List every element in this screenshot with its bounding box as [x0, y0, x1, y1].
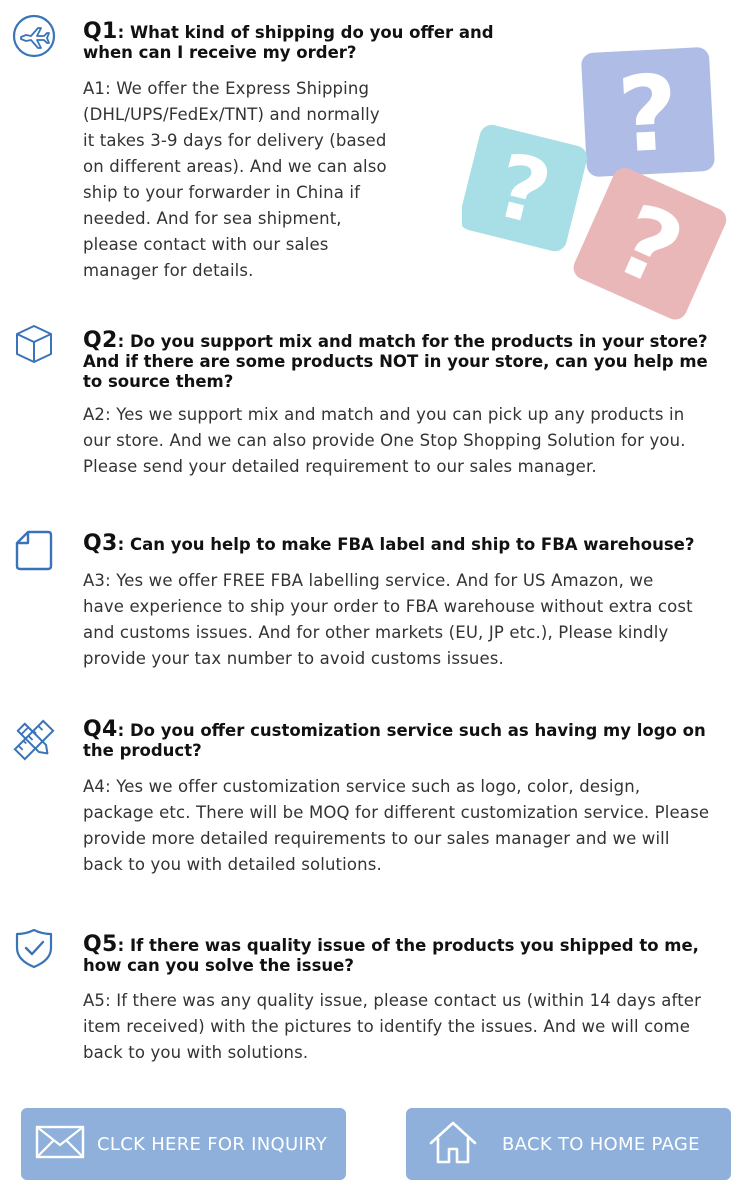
question-q4 [83, 717, 728, 761]
box-icon [12, 322, 56, 366]
answer-line: A1: We offer the Express Shipping [83, 79, 370, 98]
answer-line: needed. And for sea shipment, [83, 209, 342, 228]
question-number: Q2 [83, 328, 118, 353]
question-text: : Do you support mix and match for the products in your store? And if there are some products NOT in your store, can you help me to source them? [83, 332, 708, 391]
answer-line: A2: Yes we support mix and match and you can pick up any products in [83, 405, 685, 424]
question-q3 [83, 531, 728, 556]
answer-line: on different areas). And we can also [83, 157, 387, 176]
question-q1 [83, 19, 510, 63]
answer-line: A5: If there was any quality issue, please contact us (within 14 days after [83, 991, 702, 1010]
question-mark-icon [581, 47, 715, 179]
answer-line: please contact with our sales [83, 235, 329, 254]
question-text: : What kind of shipping do you offer and when can I receive my order? [83, 23, 494, 62]
shield-check-icon [12, 926, 56, 970]
answer-a2 [83, 402, 736, 480]
answer-line: Please send your detailed requirement to our sales manager. [83, 457, 597, 476]
answer-line: our store. And we can also provide One Stop Shopping Solution for you. [83, 431, 686, 450]
answer-a4 [83, 774, 736, 878]
answer-line: provide more detailed requirements to our sales manager and we will [83, 829, 670, 848]
question-number: Q5 [83, 932, 118, 957]
inquiry-button[interactable] [21, 1108, 346, 1180]
answer-line: provide your tax number to avoid customs issues. [83, 649, 504, 668]
answer-line: (DHL/UPS/FedEx/TNT) and normally [83, 105, 380, 124]
inquiry-button-label: CLCK HERE FOR INQUIRY [97, 1133, 328, 1155]
answer-line: A3: Yes we offer FREE FBA labelling service. And for US Amazon, we [83, 571, 654, 590]
answer-line: manager for details. [83, 261, 254, 280]
answer-line: package etc. There will be MOQ for different customization service. Please [83, 803, 710, 822]
answer-a3 [83, 568, 736, 672]
question-number: Q1 [83, 19, 118, 44]
question-q5 [83, 932, 728, 976]
question-text: : Can you help to make FBA label and ship to FBA warehouse? [117, 535, 695, 554]
question-mark-icon [570, 164, 730, 323]
answer-line: back to you with detailed solutions. [83, 855, 382, 874]
answer-a5 [83, 988, 736, 1066]
svg-text:?: ? [485, 133, 561, 246]
document-icon [12, 528, 56, 572]
question-number: Q3 [83, 531, 118, 556]
question-cards-illustration [462, 44, 732, 334]
svg-text:?: ? [599, 182, 698, 311]
ruler-pencil-icon [12, 718, 56, 762]
answer-line: ship to your forwarder in China if [83, 183, 361, 202]
home-button[interactable] [406, 1108, 731, 1180]
answer-line: item received) with the pictures to identify the issues. And we will come [83, 1017, 691, 1036]
answer-line: have experience to ship your order to FBA warehouse without extra cost [83, 597, 693, 616]
question-text: : If there was quality issue of the products you shipped to me, how can you solve the issue? [83, 936, 699, 975]
answer-line: it takes 3-9 days for delivery (based [83, 131, 387, 150]
airplane-icon [12, 14, 56, 58]
question-number: Q4 [83, 717, 118, 742]
envelope-icon [35, 1125, 85, 1164]
answer-line: and customs issues. And for other markets (EU, JP etc.), Please kindly [83, 623, 669, 642]
answer-line: back to you with solutions. [83, 1043, 309, 1062]
answer-a1 [83, 76, 450, 284]
svg-text:?: ? [614, 51, 682, 177]
question-mark-icon [462, 122, 590, 253]
home-button-label: BACK TO HOME PAGE [502, 1133, 700, 1155]
question-q2 [83, 328, 728, 392]
answer-line: A4: Yes we offer customization service such as logo, color, design, [83, 777, 641, 796]
house-icon [428, 1119, 478, 1170]
question-text: : Do you offer customization service such as having my logo on the product? [83, 721, 706, 760]
